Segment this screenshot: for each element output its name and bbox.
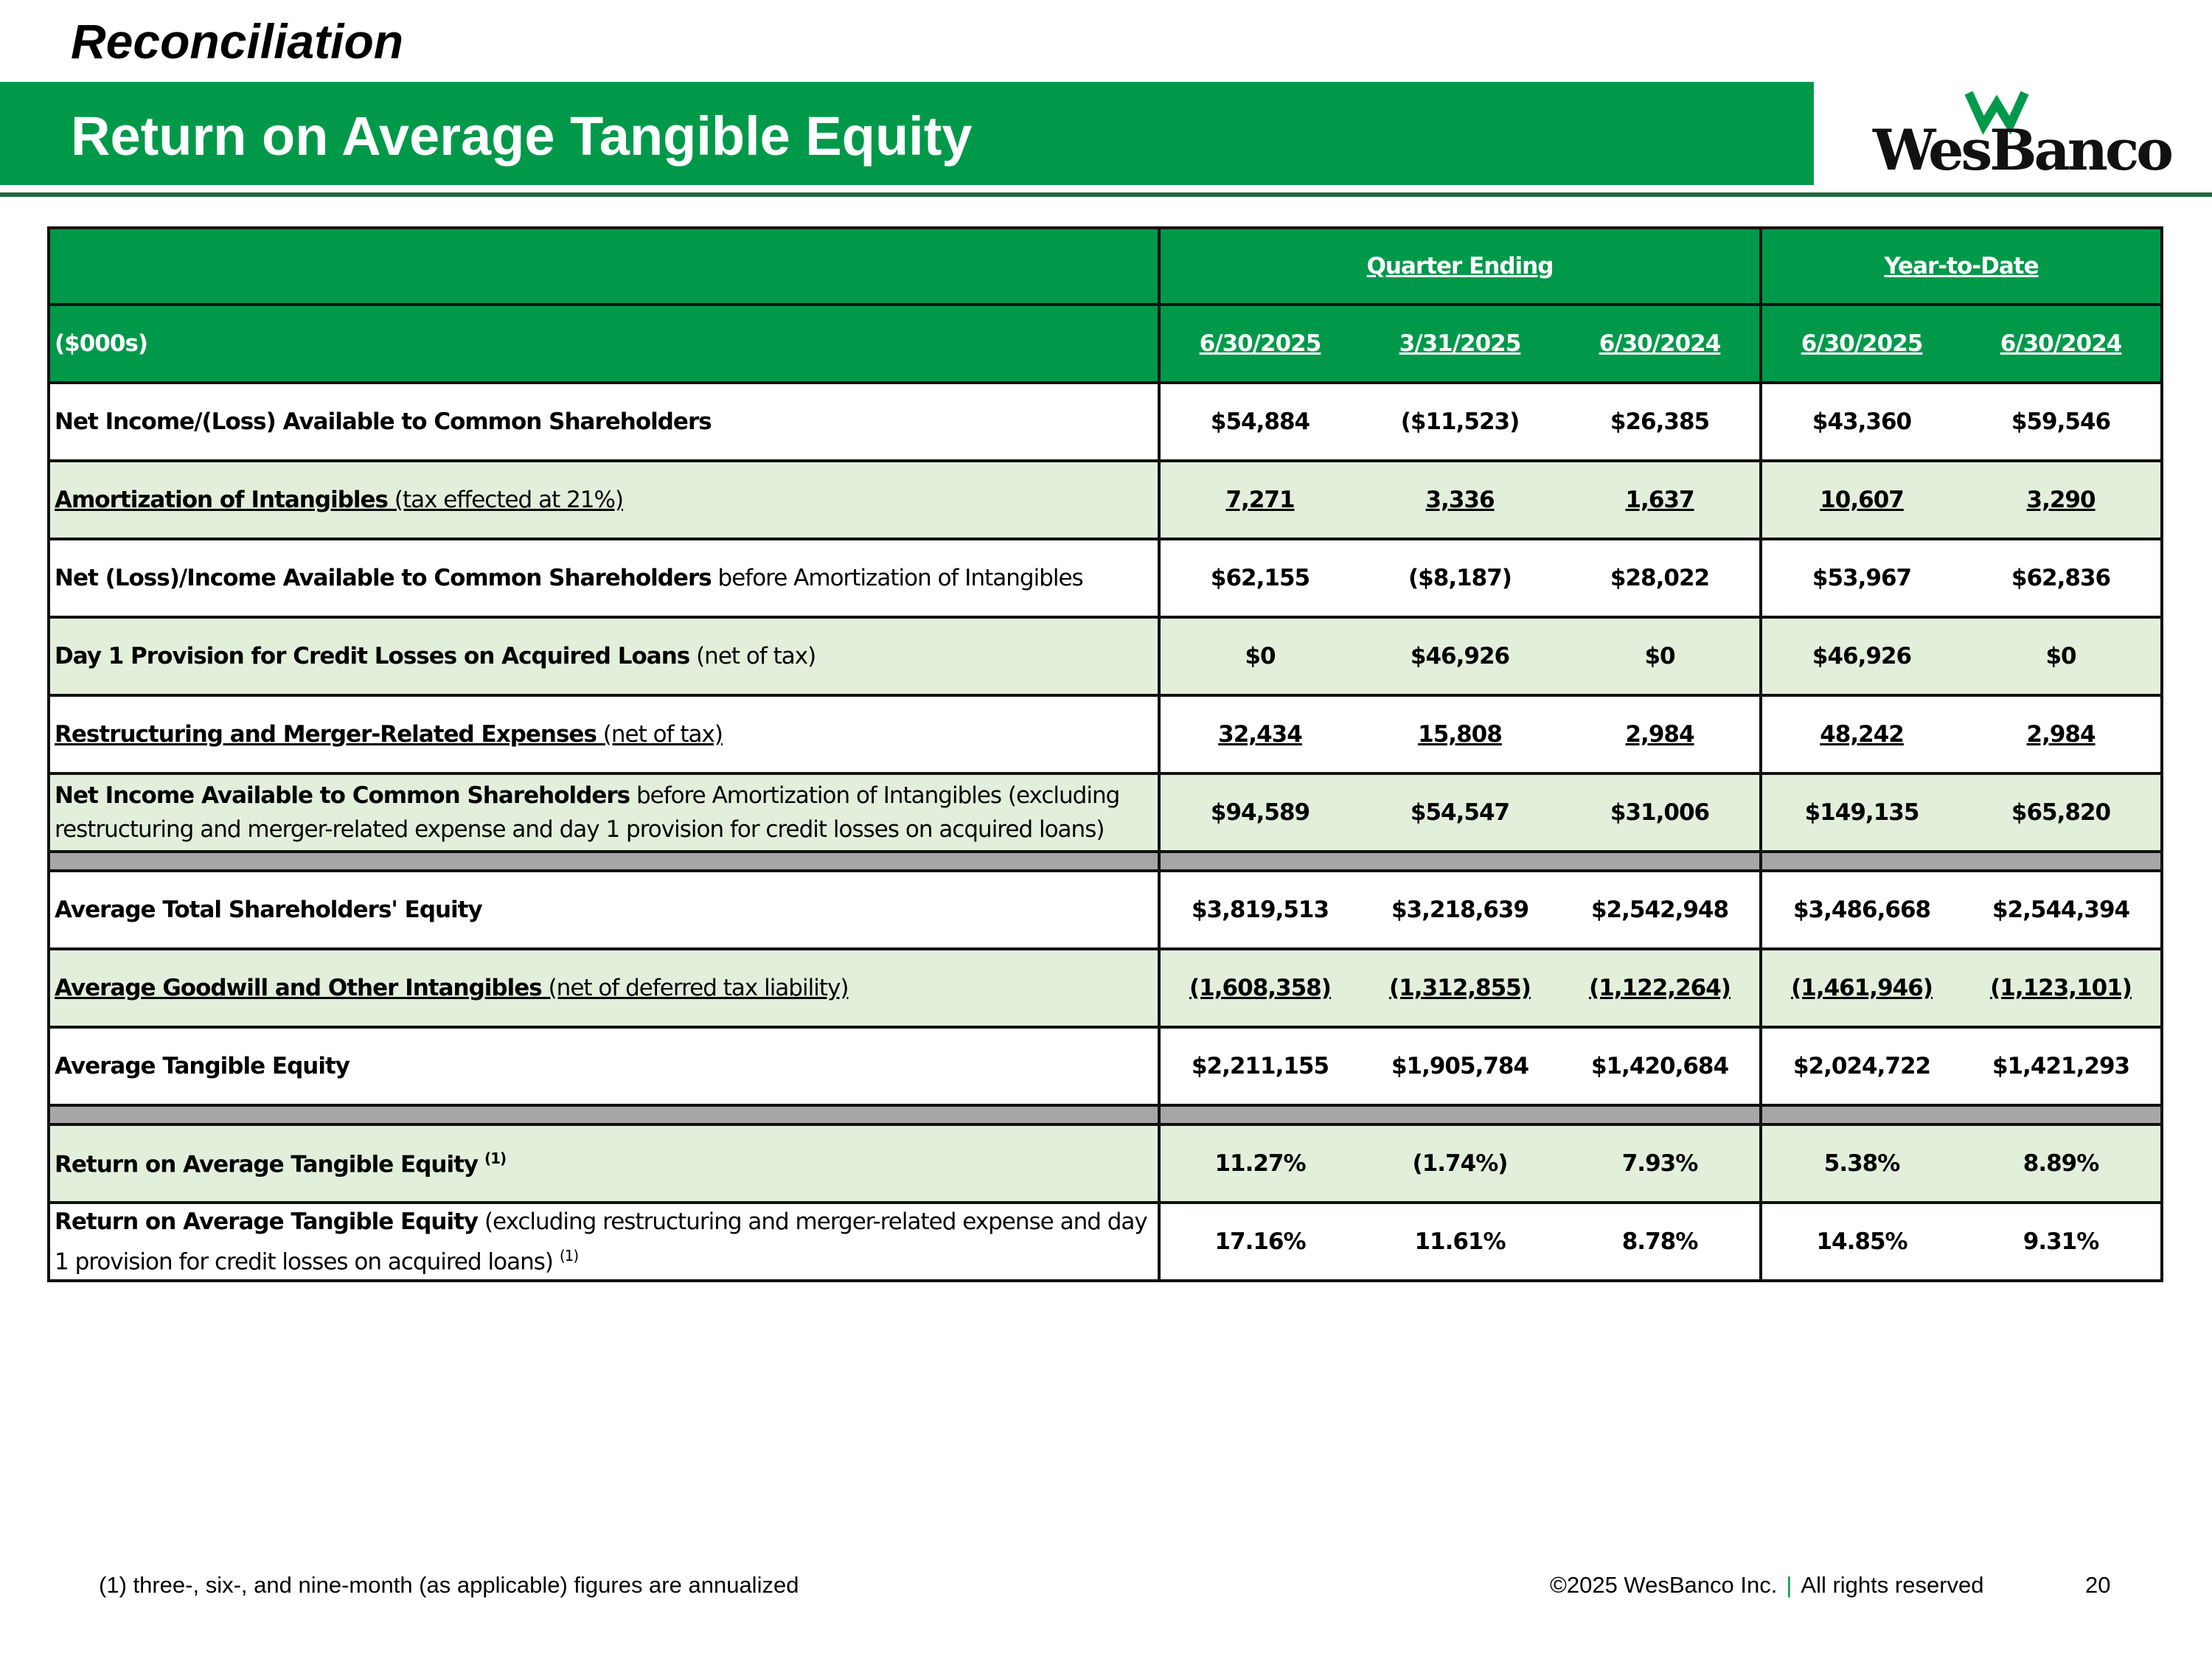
table-row (49, 695, 2162, 773)
table-row (49, 1124, 2162, 1203)
column-header: 6/30/2024 (1560, 305, 1761, 383)
row-label: Day 1 Provision for Credit Losses on Acquired Loans (net of tax) (49, 617, 1159, 695)
table-row (49, 539, 2162, 617)
header-label-cell (49, 228, 1159, 305)
table-cell: 11.27% (1159, 1124, 1360, 1203)
table-cell: $1,420,684 (1560, 1027, 1761, 1105)
row-label: Restructuring and Merger-Related Expenses (net of tax) (49, 695, 1159, 773)
table-row (49, 1027, 2162, 1105)
table-row (49, 871, 2162, 949)
rights-text: All rights reserved (1801, 1572, 1984, 1598)
row-label: Net (Loss)/Income Available to Common Shareholders before Amortization of Intangibles (49, 539, 1159, 617)
group-year-to-date: Year-to-Date (1761, 228, 2162, 305)
table-cell: 10,607 (1761, 461, 1961, 539)
row-label: Amortization of Intangibles (tax effected at 21%) (49, 461, 1159, 539)
table-cell: 8.89% (1961, 1124, 2162, 1203)
table-cell: $65,820 (1961, 773, 2162, 852)
table-cell: $46,926 (1360, 617, 1560, 695)
table-cell: 1,637 (1560, 461, 1761, 539)
table-cell: $43,360 (1761, 383, 1961, 461)
table-row (49, 949, 2162, 1027)
header-divider (0, 192, 2212, 197)
table-cell: (1,123,101) (1961, 949, 2162, 1027)
table-row (49, 617, 2162, 695)
table-cell: $53,967 (1761, 539, 1961, 617)
copyright (1550, 1572, 1984, 1599)
page-number: 20 (2085, 1572, 2111, 1598)
table-cell: $62,836 (1961, 539, 2162, 617)
table-cell: $59,546 (1961, 383, 2162, 461)
table-cell: ($11,523) (1360, 383, 1560, 461)
table-separator (49, 1105, 2162, 1124)
table-cell: $2,211,155 (1159, 1027, 1360, 1105)
table-row (49, 383, 2162, 461)
footnote: (1) three-, six-, and nine-month (as applicable) figures are annualized (99, 1572, 799, 1598)
table-cell: 7.93% (1560, 1124, 1761, 1203)
table-cell: 7,271 (1159, 461, 1360, 539)
table-cell: $28,022 (1560, 539, 1761, 617)
table-cell: 2,984 (1560, 695, 1761, 773)
row-label: Average Goodwill and Other Intangibles (net of deferred tax liability) (49, 949, 1159, 1027)
table-cell: $31,006 (1560, 773, 1761, 852)
table-cell: $3,486,668 (1761, 871, 1961, 949)
table-row (49, 1203, 2162, 1281)
wesbanco-logo (1873, 87, 2171, 183)
column-header: 6/30/2025 (1159, 305, 1360, 383)
footer-separator: | (1786, 1572, 1792, 1598)
table-cell: $1,421,293 (1961, 1027, 2162, 1105)
row-label: Average Tangible Equity (49, 1027, 1159, 1105)
table-cell: $2,544,394 (1961, 871, 2162, 949)
slide-title: Return on Average Tangible Equity (71, 105, 973, 167)
table-cell: 32,434 (1159, 695, 1360, 773)
column-header: 6/30/2025 (1761, 305, 1961, 383)
table-cell: $3,819,513 (1159, 871, 1360, 949)
table-cell: 5.38% (1761, 1124, 1961, 1203)
row-label: Net Income/(Loss) Available to Common Shareholders (49, 383, 1159, 461)
group-quarter-ending: Quarter Ending (1159, 228, 1761, 305)
table-cell: (1,122,264) (1560, 949, 1761, 1027)
table-cell: 2,984 (1961, 695, 2162, 773)
table-cell: $54,547 (1360, 773, 1560, 852)
table-cell: (1,608,358) (1159, 949, 1360, 1027)
table-separator (49, 852, 2162, 871)
row-label: Average Total Shareholders' Equity (49, 871, 1159, 949)
copyright-text: ©2025 WesBanco Inc. (1550, 1572, 1778, 1598)
column-header: 6/30/2024 (1961, 305, 2162, 383)
row-label: Return on Average Tangible Equity $^{(1)}$ (49, 1124, 1159, 1203)
table-cell: $149,135 (1761, 773, 1961, 852)
table-cell: $26,385 (1560, 383, 1761, 461)
table-cell: 14.85% (1761, 1203, 1961, 1281)
table-cell: $3,218,639 (1360, 871, 1560, 949)
table-cell: 11.61% (1360, 1203, 1560, 1281)
table-cell: $2,542,948 (1560, 871, 1761, 949)
row-label: Return on Average Tangible Equity (excluding restructuring and merger-related expense and day 1 provision for credit losses on acquired loans) $^{(1)}$ (49, 1203, 1159, 1281)
table-cell: $0 (1159, 617, 1360, 695)
units-label: ($000s) (49, 305, 1159, 383)
table-cell: $46,926 (1761, 617, 1961, 695)
table-cell: 17.16% (1159, 1203, 1360, 1281)
table-cell: (1,312,855) (1360, 949, 1560, 1027)
table-cell: ($8,187) (1360, 539, 1560, 617)
table-cell: $62,155 (1159, 539, 1360, 617)
table-cell: 8.78% (1560, 1203, 1761, 1281)
logo-wordmark: WesBanco (1873, 117, 2171, 183)
table-cell: 3,290 (1961, 461, 2162, 539)
table-cell: 3,336 (1360, 461, 1560, 539)
table-cell: 9.31% (1961, 1203, 2162, 1281)
section-title: Reconciliation (71, 14, 404, 69)
table-row (49, 461, 2162, 539)
table-cell: $2,024,722 (1761, 1027, 1961, 1105)
table-cell: 15,808 (1360, 695, 1560, 773)
table-cell: $0 (1961, 617, 2162, 695)
table-cell: (1.74%) (1360, 1124, 1560, 1203)
table-cell: $0 (1560, 617, 1761, 695)
reconciliation-table (47, 226, 2163, 1282)
table-cell: $94,589 (1159, 773, 1360, 852)
table-cell: 48,242 (1761, 695, 1961, 773)
table-row (49, 773, 2162, 852)
table-cell: (1,461,946) (1761, 949, 1961, 1027)
table-cell: $54,884 (1159, 383, 1360, 461)
column-header: 3/31/2025 (1360, 305, 1560, 383)
table-cell: $1,905,784 (1360, 1027, 1560, 1105)
row-label: Net Income Available to Common Shareholders before Amortization of Intangibles (excluding restructuring and merger-related expense and day 1 provision for credit losses on acquired loans) (49, 773, 1159, 852)
